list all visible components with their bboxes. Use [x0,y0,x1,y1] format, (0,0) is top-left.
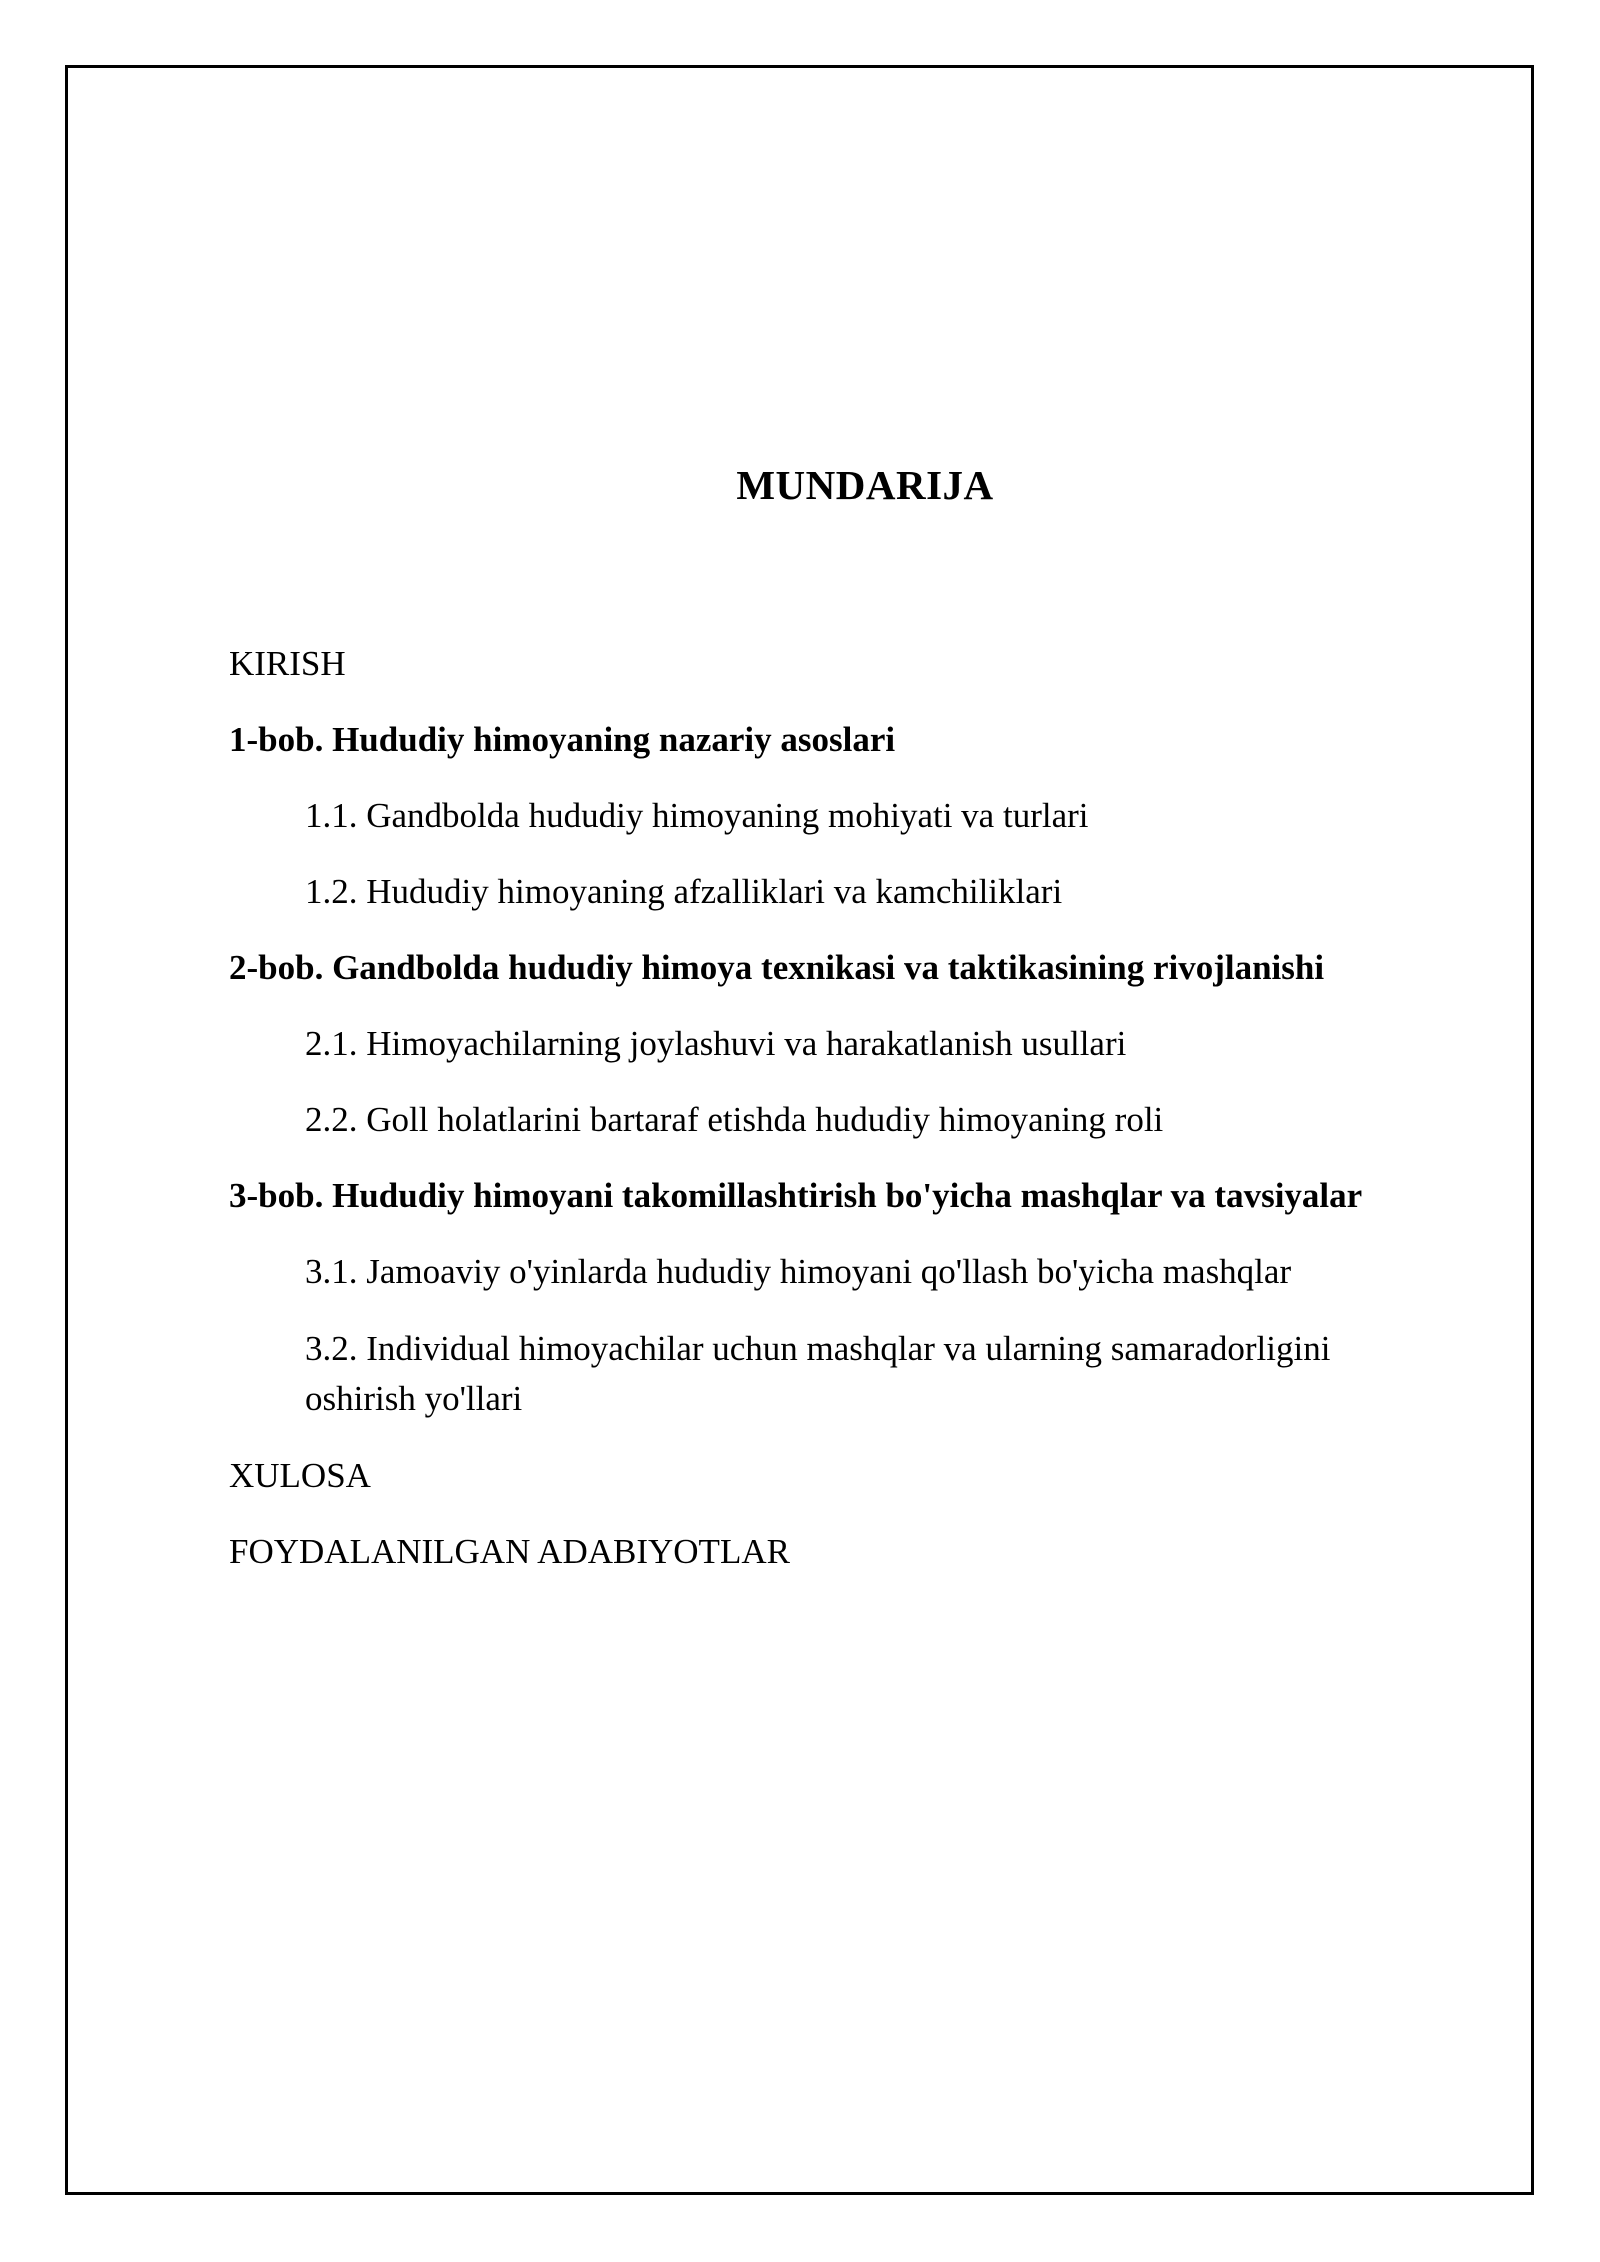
toc-chapter-1: 1-bob. Hududiy himoyaning nazariy asoslari [229,720,896,759]
toc-entry-conclusion: XULOSA [229,1456,371,1495]
toc-section-2-1: 2.1. Himoyachilarning joylashuvi va harakatlanish usullari [305,1024,1127,1063]
toc-section-1-1: 1.1. Gandbolda hududiy himoyaning mohiyati va turlari [305,796,1089,835]
table-of-contents [229,640,1469,1604]
toc-chapter-3: 3-bob. Hududiy himoyani takomillashtirish bo'yicha mashqlar va tavsiyalar [229,1176,1363,1215]
toc-entry-references: FOYDALANILGAN ADABIYOTLAR [229,1532,790,1571]
toc-title: MUNDARIJA [736,462,994,508]
toc-section-3-1: 3.1. Jamoaviy o'yinlarda hududiy himoyani qo'llash bo'yicha mashqlar [305,1252,1292,1291]
toc-chapter-2: 2-bob. Gandbolda hududiy himoya texnikasi va taktikasining rivojlanishi [229,948,1325,987]
toc-entry-introduction: KIRISH [229,644,346,683]
toc-section-2-2: 2.2. Goll holatlarini bartaraf etishda hududiy himoyaning roli [305,1100,1164,1139]
toc-section-1-2: 1.2. Hududiy himoyaning afzalliklari va kamchiliklari [305,872,1063,911]
toc-section-3-2: 3.2. Individual himoyachilar uchun mashqlar va ularning samaradorligini oshirish yo'llari [305,1329,1331,1418]
